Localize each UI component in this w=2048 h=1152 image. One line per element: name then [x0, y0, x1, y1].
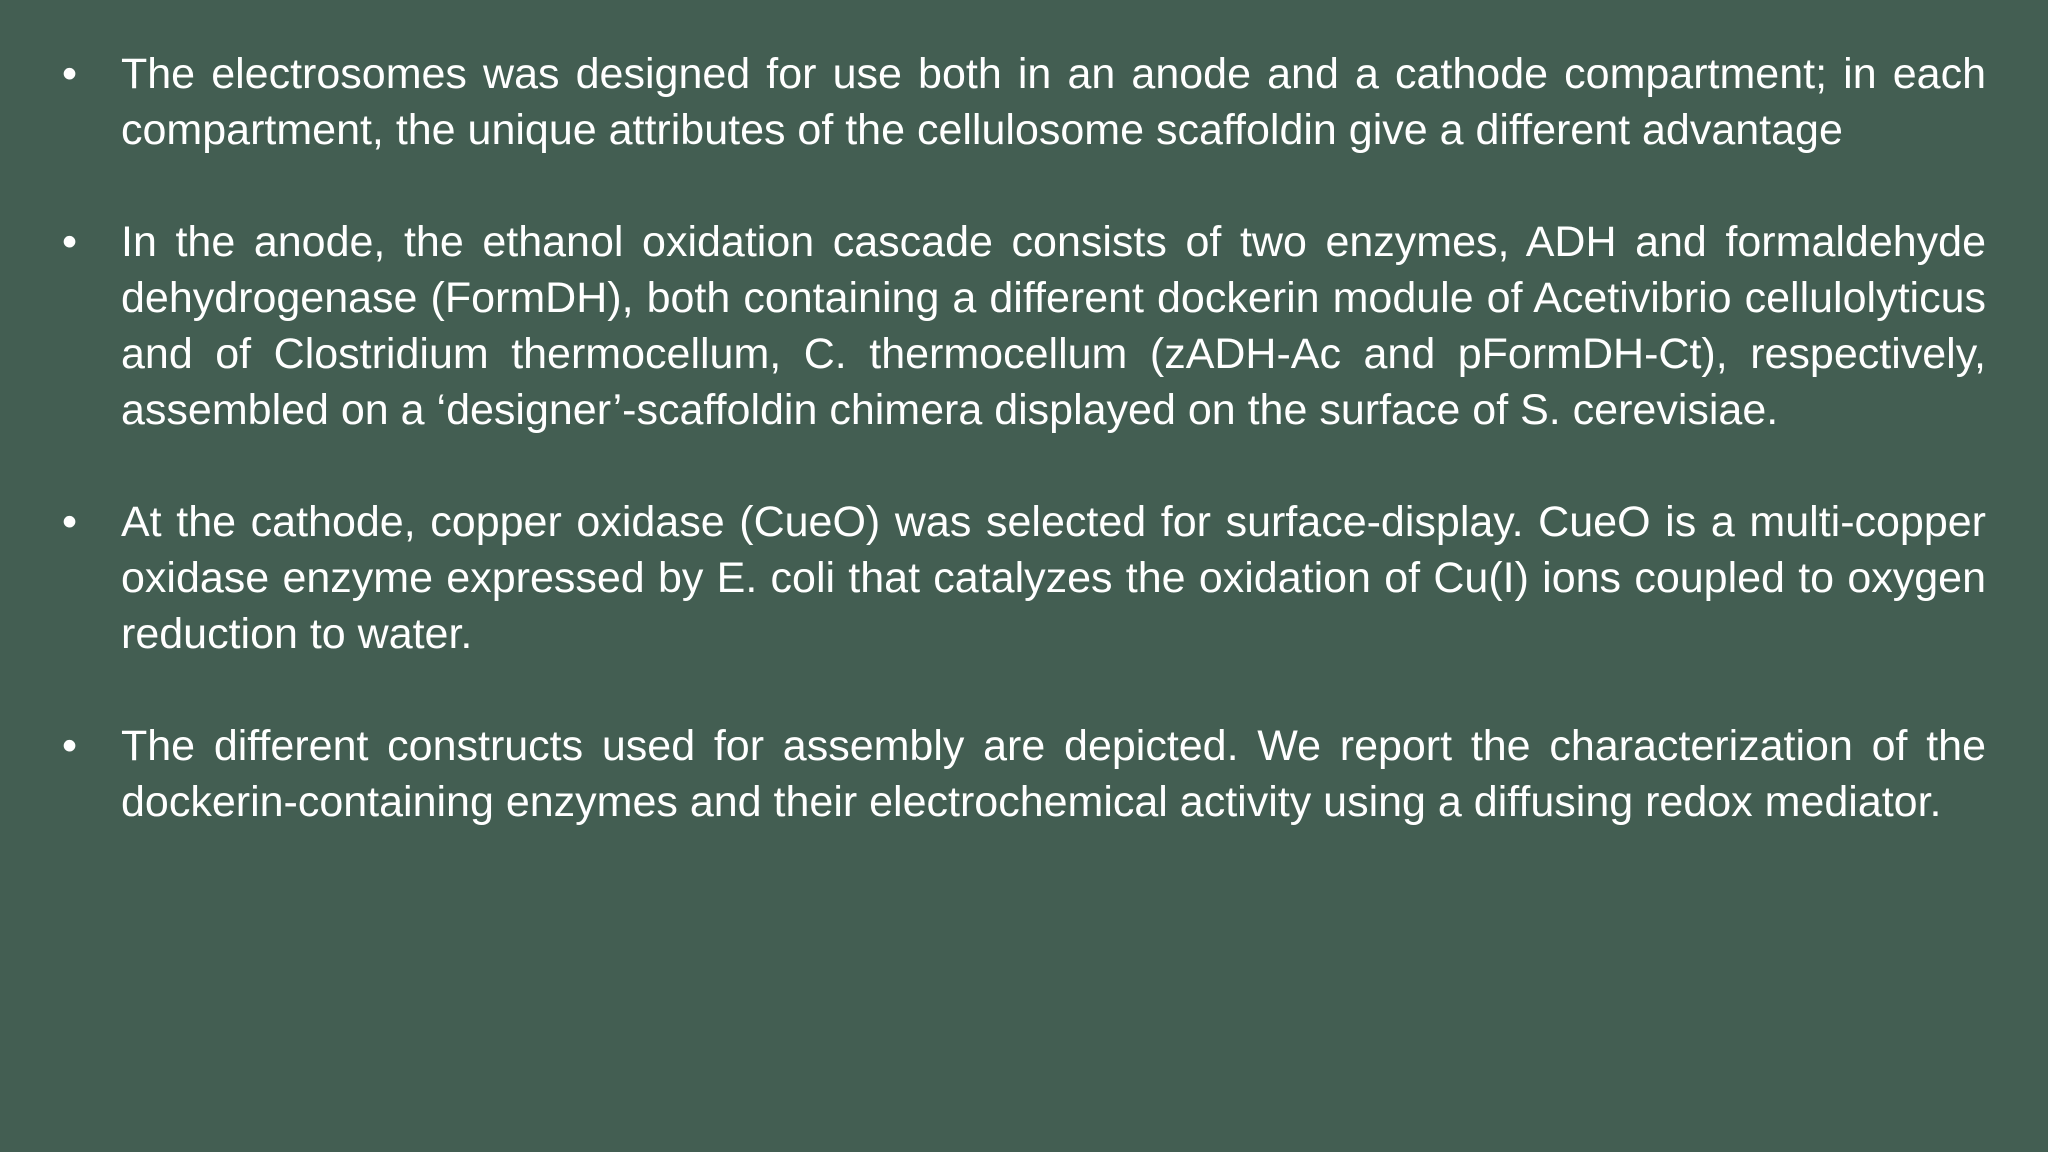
bullet-list: [62, 46, 1986, 886]
bullet-item: [62, 214, 1986, 438]
bullet-text: In the anode, the ethanol oxidation cascade consists of two enzymes, ADH and formaldehyde dehydrogenase (FormDH), both containing a different dockerin module of Acetivibrio cellulolyticus and of Clostridium thermocellum, C. thermocellum (zADH-Ac and pFormDH-Ct), respectively, assembled on a ‘designer’-scaffoldin chimera displayed on the surface of S. cerevisiae.: [121, 218, 1986, 434]
bullet-marker: •: [62, 498, 78, 546]
bullet-text: The electrosomes was designed for use both in an anode and a cathode compartment; in each compartment, the unique attributes of the cellulosome scaffoldin give a different advantage: [121, 50, 1986, 154]
bullet-item: [62, 718, 1986, 830]
bullet-marker: •: [62, 218, 78, 266]
bullet-marker: •: [62, 722, 78, 770]
bullet-text: At the cathode, copper oxidase (CueO) was selected for surface-display. CueO is a multi-copper oxidase enzyme expressed by E. coli that catalyzes the oxidation of Cu(I) ions coupled to oxygen reduction to water.: [121, 498, 1986, 658]
bullet-text: The different constructs used for assembly are depicted. We report the characterization of the dockerin-containing enzymes and their electrochemical activity using a diffusing redox mediator.: [121, 722, 1986, 826]
bullet-item: [62, 494, 1986, 662]
bullet-marker: •: [62, 50, 78, 98]
bullet-item: [62, 46, 1986, 158]
